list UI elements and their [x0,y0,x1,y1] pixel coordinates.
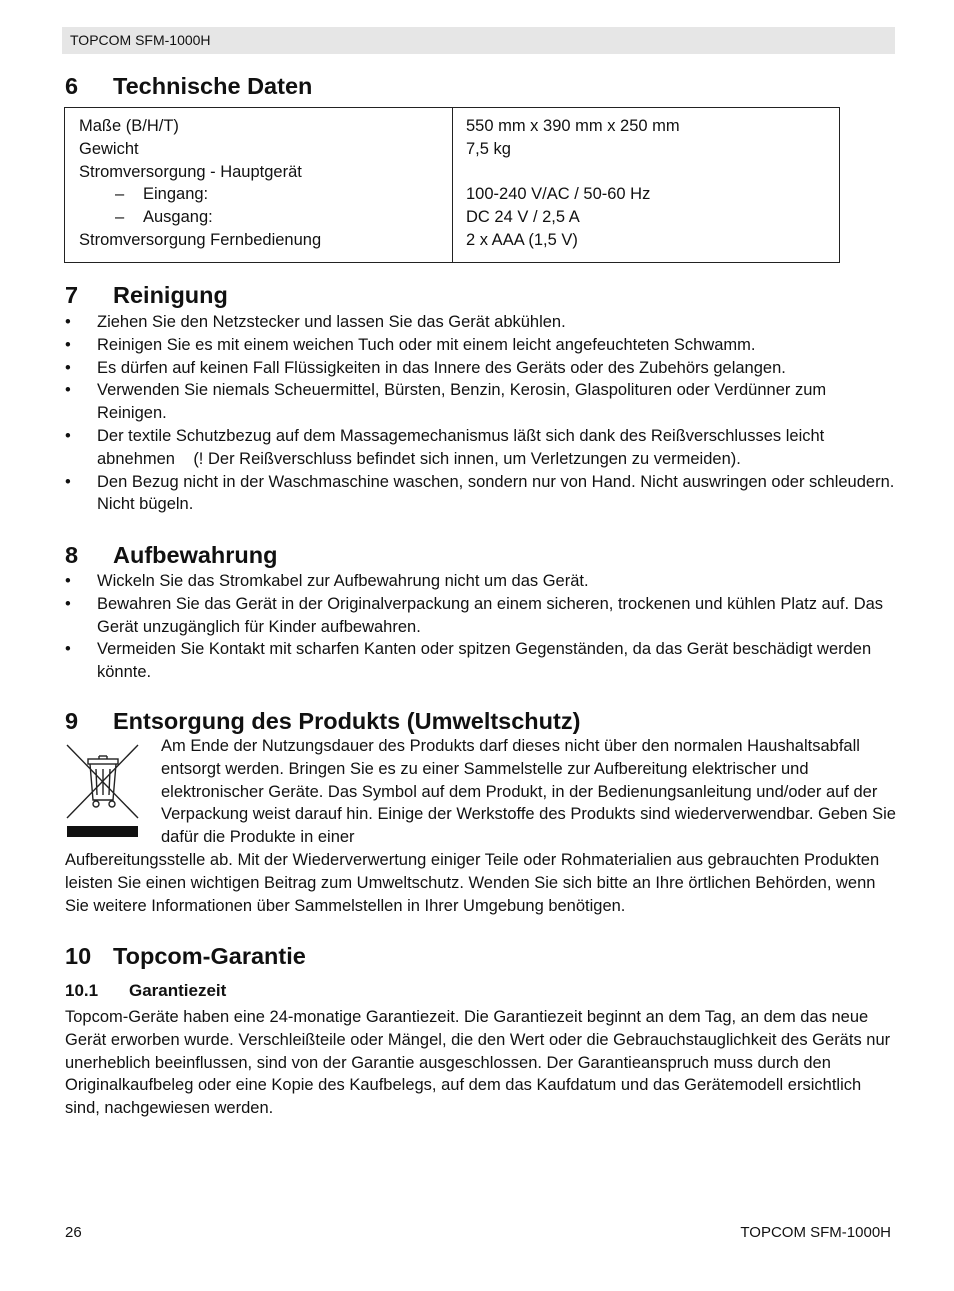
spec-value: DC 24 V / 2,5 A [466,208,580,227]
bullet: • [65,358,71,377]
list-item [65,638,895,684]
dash: – [115,185,125,204]
disposal-text-beside-icon: Am Ende der Nutzungsdauer des Produkts darf dieses nicht über den normalen Haushaltsabfall entsorgt werden. Bringen Sie es zu einer Sammelstelle zur Aufbereitung elektrischer und elektronischer Geräte. Das Symbol auf dem Produkt, in der Bedienungsanleitung und/oder auf der Verpackung weist darauf hin. Einige der Werkstoffe des Produkts sind wiederverwendbar. Geben Sie dafür die Produkte in einer [161,737,896,847]
list-item-text: Wickeln Sie das Stromkabel zur Aufbewahrung nicht um das Gerät. [97,572,589,590]
bullet: • [65,381,71,400]
spec-label: Maße (B/H/T) [79,117,179,135]
section-number: 7 [65,282,79,308]
footer-product-name: TOPCOM SFM-1000H [740,1224,891,1241]
specs-table [64,107,840,263]
bullet: • [65,426,71,445]
list-item-text: Bewahren Sie das Gerät in der Originalverpackung an einem sicheren, trockenen und kühlen Platz auf. Das Gerät unzugänglich für Kinder aufbewahren. [97,594,884,636]
list-item-text: Vermeiden Sie Kontakt mit scharfen Kanten oder spitzen Gegenständen, da das Gerät beschädigt werden könnte. [97,640,872,682]
bullet: • [65,335,71,354]
list-item-text: Ziehen Sie den Netzstecker und lassen Sie das Gerät abkühlen. [97,313,566,331]
list-item [65,379,895,425]
section-title: Aufbewahrung [113,542,278,568]
section-heading-warranty [65,942,306,970]
spec-label: Stromversorgung Fernbedienung [79,230,322,249]
cleaning-list [65,311,895,516]
section-heading-storage [65,541,278,569]
section-title: Topcom-Garantie [113,943,306,969]
list-item [65,471,895,517]
spec-label: Gewicht [79,139,139,158]
running-header [62,27,895,54]
bullet: • [65,594,71,613]
disposal-text-continued: Aufbereitungsstelle ab. Mit der Wiederverwertung einiger Teile oder Rohmaterialien aus gebrauchten Produkten leisten Sie einen wichtigen Beitrag zum Umweltschutz. Wenden Sie sich bitte an Ihre örtlichen Behörden, wenn Sie weitere Informationen über Sammelstellen in Ihrer Umgebung benötigen. [65,851,880,915]
subsection-heading-warranty-period [65,980,226,1002]
section-heading-technical-data [65,72,312,100]
list-item-text: Den Bezug nicht in der Waschmaschine waschen, sondern nur von Hand. Nicht auswringen oder schleudern. Nicht bügeln. [97,472,895,514]
list-item [65,570,895,593]
list-item [65,425,895,471]
section-number: 8 [65,542,79,568]
section-title: Entsorgung des Produkts (Umweltschutz) [113,708,581,734]
bullet: • [65,313,71,331]
section-heading-disposal [65,707,580,735]
specs-values-column [453,108,839,262]
subsection-title: Garantiezeit [129,981,227,1000]
dash: – [115,208,125,227]
section-number: 9 [65,708,79,734]
specs-labels-column [65,108,453,262]
spec-value: 550 mm x 390 mm x 250 mm [466,117,680,135]
spec-sub-label [79,183,452,206]
bullet: • [65,572,71,590]
spec-label: Eingang: [143,185,209,204]
warranty-text: Topcom-Geräte haben eine 24-monatige Garantiezeit. Die Garantiezeit beginnt an dem Tag, an dem das neue Gerät erworben wurde. Verschleißteile oder Mängel, die den Wert oder die Gebrauchstauglichkeit des Geräts nur unerheblich beeinflussen, sind von der Garantie ausgeschlossen. Der Garantieanspruch muss durch den Originalkaufbeleg oder eine Kopie des Kaufbelegs, auf dem das Kaufdatum und das Gerätemodell ersichtlich sind, nachgewiesen werden. [65,1008,891,1118]
list-item [65,334,895,357]
spec-value: 100-240 V/AC / 50-60 Hz [466,185,651,204]
section-heading-cleaning [65,281,228,309]
spec-value [466,161,839,184]
spec-value: 2 x AAA (1,5 V) [466,230,578,249]
list-item [65,593,895,639]
section-title: Technische Daten [113,73,313,99]
section-number: 10 [65,943,92,969]
bullet: • [65,472,71,491]
bullet: • [65,640,71,659]
subsection-number: 10.1 [65,981,99,1000]
list-item-text: Es dürfen auf keinen Fall Flüssigkeiten in das Innere des Geräts oder des Zubehörs gelangen. [97,358,786,377]
crossed-out-wheelie-bin-icon [66,744,140,840]
list-item [65,311,895,334]
section-number: 6 [65,73,79,99]
spec-value: 7,5 kg [466,139,511,158]
list-item-text: Reinigen Sie es mit einem weichen Tuch oder mit einem leicht angefeuchteten Schwamm. [97,335,756,354]
list-item [65,357,895,380]
storage-list [65,570,895,684]
spec-label: Stromversorgung - Hauptgerät [79,162,302,181]
spec-sub-label [79,206,452,229]
page-number: 26 [65,1224,82,1241]
list-item-text: Der textile Schutzbezug auf dem Massagemechanismus läßt sich dank des Reißverschlusses leicht abnehmen (! Der Reißverschluss befindet sich innen, um Verletzungen zu vermeiden). [97,426,829,468]
section-title: Reinigung [113,282,228,308]
list-item-text: Verwenden Sie niemals Scheuermittel, Bürsten, Benzin, Kerosin, Glaspolituren oder Verdünner zum Reinigen. [97,381,827,423]
spec-label: Ausgang: [143,208,213,227]
header-product-name: TOPCOM SFM-1000H [70,32,211,48]
